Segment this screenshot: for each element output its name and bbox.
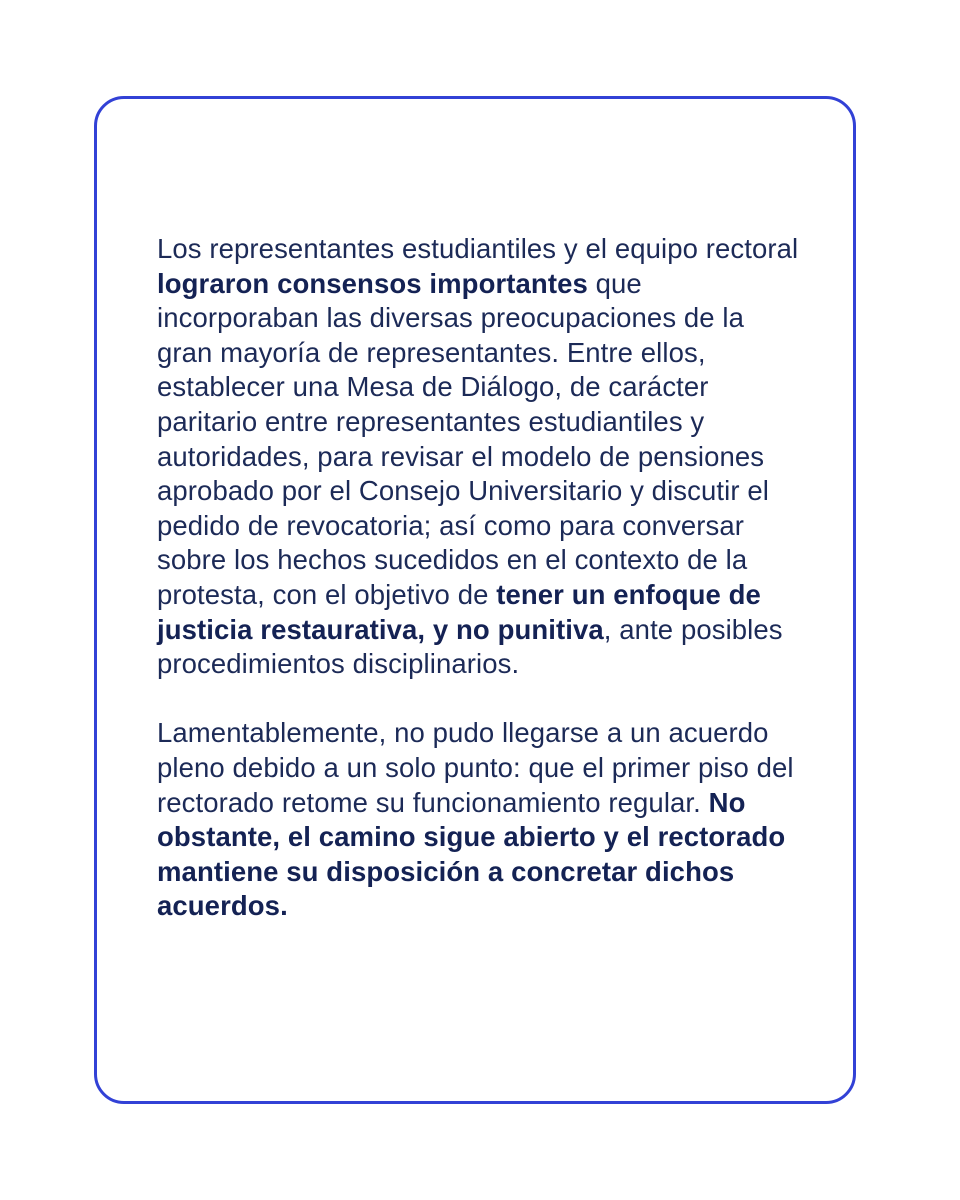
paragraph-outcome (157, 716, 807, 924)
paragraph-1-bold-1: lograron consensos importantes (157, 267, 588, 299)
paragraph-1-text-1: Los representantes estudiantiles y el equipo rectoral (157, 233, 799, 264)
paragraph-2-bold-1: No obstante, el camino sigue abierto y el rectorado mantiene su disposición a concretar dichos acuerdos. (157, 786, 786, 922)
paragraph-consensus (157, 232, 807, 682)
paragraph-2-text-1: Lamentablemente, no pudo llegarse a un acuerdo pleno debido a un solo punto: que el primer piso del rectorado retome su funcionamiento regular. (157, 717, 794, 818)
paragraph-1-text-2: que incorporaban las diversas preocupaciones de la gran mayoría de representantes. Entre ellos, establecer una Mesa de Diálogo, de carácter paritario entre representantes estudiantiles y autoridades, para revisar el modelo de pensiones aprobado por el Consejo Universitario y discutir el pedido de revocatoria; así como para conversar sobre los hechos sucedidos en el contexto de la protesta, con el objetivo de (157, 267, 769, 610)
content-card (94, 96, 856, 1104)
paragraph-1-text-3: , ante posibles procedimientos disciplinarios. (157, 613, 783, 680)
statement-text (157, 232, 807, 924)
paragraph-1-bold-2: tener un enfoque de justicia restaurativa, y no punitiva (157, 578, 761, 645)
